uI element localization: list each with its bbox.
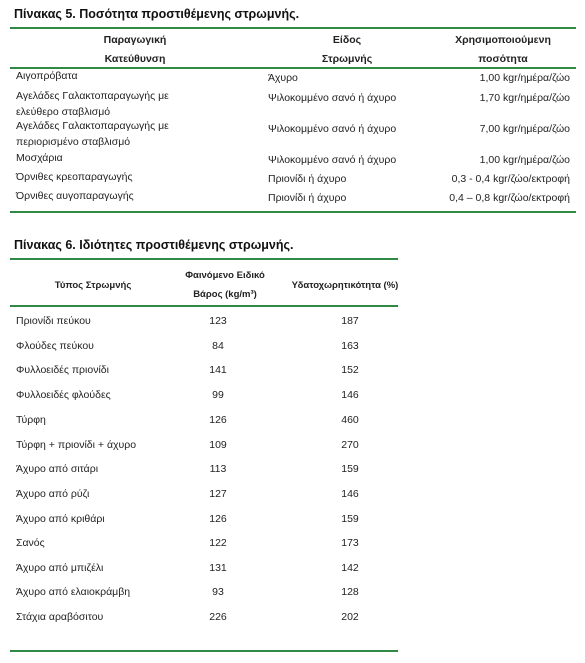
row-type: Άχυρο από ρύζι bbox=[16, 488, 90, 500]
row-quantity: 1,70 kgr/ημέρα/ζώο bbox=[479, 92, 570, 104]
row-quantity: 0,4 – 0,8 kgr/ζώο/εκτροφή bbox=[449, 192, 570, 204]
header-line: Φαινόμενο Ειδικό bbox=[185, 270, 265, 281]
table-row bbox=[10, 383, 398, 408]
row-type: Πριονίδι πεύκου bbox=[16, 315, 91, 327]
row-density: 122 bbox=[209, 537, 227, 549]
row-absorbency: 159 bbox=[341, 463, 359, 475]
row-density: 226 bbox=[209, 611, 227, 623]
row-type: Φυλλοειδές πριονίδι bbox=[16, 364, 109, 376]
row-absorbency: 173 bbox=[341, 537, 359, 549]
row-density: 109 bbox=[209, 439, 227, 451]
row-direction-line: Αγελάδες Γαλακτοπαραγωγής με bbox=[16, 90, 169, 102]
table-row bbox=[10, 358, 398, 383]
row-type: Φλούδες πεύκου bbox=[16, 340, 94, 352]
row-density: 84 bbox=[212, 340, 224, 352]
row-direction-line: ελεύθερο σταβλισμό bbox=[16, 106, 111, 118]
row-type: Στάχια αραβόσιτου bbox=[16, 611, 104, 623]
header-line: Παραγωγική bbox=[103, 34, 167, 46]
table6-top-rule bbox=[10, 258, 398, 260]
row-direction: Μοσχάρια bbox=[16, 152, 63, 164]
row-absorbency: 187 bbox=[341, 315, 359, 327]
row-absorbency: 270 bbox=[341, 439, 359, 451]
row-density: 126 bbox=[209, 414, 227, 426]
row-density: 126 bbox=[209, 513, 227, 525]
table6-caption: Πίνακας 6. Ιδιότητες προστιθέμενης στρωμνής. bbox=[14, 238, 294, 252]
row-quantity: 1,00 kgr/ημέρα/ζώο bbox=[479, 72, 570, 84]
row-direction: Όρνιθες αυγοπαραγωγής bbox=[16, 190, 134, 202]
table5-header-bedding-type bbox=[282, 31, 412, 69]
row-direction bbox=[16, 118, 266, 150]
header-line: Στρωμνής bbox=[321, 53, 373, 65]
table-row bbox=[10, 118, 576, 150]
table6-header-absorbency: Υδατοχωρητικότητα (%) bbox=[291, 280, 399, 291]
row-absorbency: 142 bbox=[341, 562, 359, 574]
header-line: Χρησιμοποιούμενη bbox=[455, 34, 551, 46]
table-row bbox=[10, 334, 398, 359]
table-row bbox=[10, 433, 398, 458]
table5-bottom-rule bbox=[10, 211, 576, 213]
row-direction bbox=[16, 88, 266, 120]
table6-header-type: Τύπος Στρωμνής bbox=[54, 280, 132, 291]
header-line: Είδος bbox=[332, 34, 362, 46]
row-type: Άχυρο από ελαιοκράμβη bbox=[16, 586, 131, 598]
row-density: 93 bbox=[212, 586, 224, 598]
row-density: 99 bbox=[212, 389, 224, 401]
table6-header-rule bbox=[10, 305, 398, 307]
row-direction-line: Αγελάδες Γαλακτοπαραγωγής με bbox=[16, 120, 169, 132]
table6-header-density bbox=[170, 266, 280, 304]
row-absorbency: 128 bbox=[341, 586, 359, 598]
table-row bbox=[10, 150, 576, 166]
row-density: 131 bbox=[209, 562, 227, 574]
row-absorbency: 152 bbox=[341, 364, 359, 376]
row-bedding: Ψιλοκομμένο σανό ή άχυρο bbox=[268, 92, 397, 104]
row-density: 113 bbox=[209, 463, 227, 475]
row-direction-line: περιορισμένο σταβλισμό bbox=[16, 136, 131, 148]
header-line: Βάρος (kg/m³) bbox=[193, 289, 257, 300]
row-type: Άχυρο από κριθάρι bbox=[16, 513, 105, 525]
row-type: Φυλλοειδές φλούδες bbox=[16, 389, 111, 401]
table-row bbox=[10, 457, 398, 482]
table-row bbox=[10, 309, 398, 334]
header-line: ποσότητα bbox=[478, 53, 528, 65]
table-row bbox=[10, 88, 576, 120]
row-absorbency: 163 bbox=[341, 340, 359, 352]
row-bedding: Ψιλοκομμένο σανό ή άχυρο bbox=[268, 123, 397, 135]
row-direction: Όρνιθες κρεοπαραγωγής bbox=[16, 171, 133, 183]
row-type: Τύρφη + πριονίδι + άχυρο bbox=[16, 439, 137, 451]
row-bedding: Πριονίδι ή άχυρο bbox=[268, 192, 347, 204]
table5-header-quantity bbox=[428, 31, 578, 69]
table5-top-rule bbox=[10, 27, 576, 29]
row-absorbency: 159 bbox=[341, 513, 359, 525]
row-bedding: Ψιλοκομμένο σανό ή άχυρο bbox=[268, 154, 397, 166]
row-absorbency: 146 bbox=[341, 488, 359, 500]
row-type: Τύρφη bbox=[16, 414, 46, 426]
header-line: Κατεύθυνση bbox=[104, 53, 166, 65]
row-density: 127 bbox=[209, 488, 227, 500]
table-row bbox=[10, 188, 576, 204]
row-bedding: Άχυρο bbox=[268, 72, 298, 84]
row-type: Άχυρο από σιτάρι bbox=[16, 463, 99, 475]
row-absorbency: 146 bbox=[341, 389, 359, 401]
row-absorbency: 460 bbox=[341, 414, 359, 426]
table-row bbox=[10, 482, 398, 507]
table-row bbox=[10, 169, 576, 185]
row-density: 141 bbox=[209, 364, 227, 376]
table-row bbox=[10, 580, 398, 605]
row-direction: Αιγοπρόβατα bbox=[16, 70, 78, 82]
table-row bbox=[10, 68, 576, 84]
row-density: 123 bbox=[209, 315, 227, 327]
row-absorbency: 202 bbox=[341, 611, 359, 623]
table6-bottom-rule bbox=[10, 650, 398, 652]
row-quantity: 0,3 - 0,4 kgr/ζώο/εκτροφή bbox=[451, 173, 570, 185]
table-row bbox=[10, 605, 398, 630]
table-row bbox=[10, 556, 398, 581]
table-row bbox=[10, 507, 398, 532]
row-type: Σανός bbox=[16, 537, 45, 549]
table-row bbox=[10, 531, 398, 556]
row-type: Άχυρο από μπιζέλι bbox=[16, 562, 104, 574]
row-quantity: 1,00 kgr/ημέρα/ζώο bbox=[479, 154, 570, 166]
row-bedding: Πριονίδι ή άχυρο bbox=[268, 173, 347, 185]
table-row bbox=[10, 408, 398, 433]
table5-caption: Πίνακας 5. Ποσότητα προστιθέμενης στρωμνής. bbox=[14, 7, 300, 21]
table5-header-direction bbox=[60, 31, 210, 69]
row-quantity: 7,00 kgr/ημέρα/ζώο bbox=[479, 123, 570, 135]
